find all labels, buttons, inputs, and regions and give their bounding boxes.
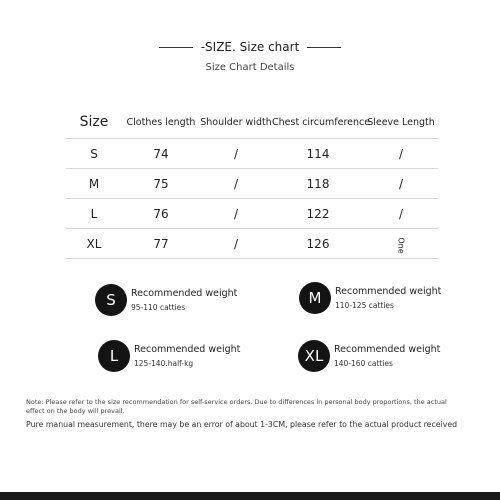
size-badge: S <box>95 284 127 316</box>
recommendation-weight: 95-110 catties <box>131 303 186 312</box>
cell-size: S <box>66 139 122 169</box>
recommendation-s <box>95 284 237 316</box>
recommendation-weight: 125-140.half-kg <box>134 359 194 368</box>
size-badge: M <box>299 282 331 314</box>
cell-chest: 126 <box>272 229 364 259</box>
cell-chest: 122 <box>272 199 364 229</box>
table-row <box>66 169 438 199</box>
recommendation-l <box>98 340 240 372</box>
title-divider-left <box>159 47 193 48</box>
table-row <box>66 139 438 169</box>
size-badge: L <box>98 340 130 372</box>
recommendation-text <box>335 286 441 310</box>
table-row <box>66 229 438 259</box>
header-chest-circumference: Chest circumference <box>272 106 364 139</box>
recommendation-label: Recommended weight <box>334 344 441 355</box>
recommendation-label: Recommended weight <box>134 344 241 355</box>
table-row <box>66 199 438 229</box>
rotated-sleeve-value: One <box>396 236 406 254</box>
cell-sleeve-length: / <box>364 169 438 199</box>
cell-sleeve-length <box>364 229 438 259</box>
size-note: Note: Please refer to the size recommendation for self-service orders. Due to differences in personal body proportions, the actual effect on the body will prevail. <box>26 398 447 415</box>
chart-header <box>0 40 500 73</box>
table-header-row <box>66 106 438 139</box>
cell-size: XL <box>66 229 122 259</box>
cell-chest: 118 <box>272 169 364 199</box>
title-row <box>0 40 500 54</box>
page-title: -SIZE. Size chart <box>200 40 300 54</box>
cell-clothes-length: 74 <box>122 139 200 169</box>
recommendation-weight: 140-160 catties <box>334 359 393 368</box>
cell-clothes-length: 77 <box>122 229 200 259</box>
cell-shoulder-width: / <box>200 169 272 199</box>
cell-shoulder-width: / <box>200 229 272 259</box>
cell-chest: 114 <box>272 139 364 169</box>
recommendation-text <box>131 288 237 312</box>
header-shoulder-width: Shoulder width <box>200 106 272 139</box>
recommendation-text <box>134 344 240 368</box>
cell-sleeve-length: / <box>364 139 438 169</box>
header-size: Size <box>66 106 122 139</box>
recommendation-label: Recommended weight <box>335 286 442 297</box>
recommendation-text <box>334 344 440 368</box>
header-sleeve-length: Sleeve Length <box>364 106 438 139</box>
recommendation-m <box>299 282 441 314</box>
size-badge: XL <box>298 340 330 372</box>
cell-clothes-length: 75 <box>122 169 200 199</box>
measurement-note: Pure manual measurement, there may be an error of about 1-3CM, please refer to the actual product received <box>26 420 458 429</box>
recommendation-label: Recommended weight <box>131 288 238 299</box>
size-table <box>66 106 438 259</box>
cell-size: L <box>66 199 122 229</box>
bottom-strip <box>0 492 500 500</box>
cell-size: M <box>66 169 122 199</box>
header-clothes-length: Clothes length <box>122 106 200 139</box>
cell-sleeve-length: / <box>364 199 438 229</box>
cell-shoulder-width: / <box>200 139 272 169</box>
page-subtitle: Size Chart Details <box>205 62 295 73</box>
cell-clothes-length: 76 <box>122 199 200 229</box>
recommendation-xl <box>298 340 440 372</box>
recommendation-weight: 110-125 catties <box>335 301 394 310</box>
cell-shoulder-width: / <box>200 199 272 229</box>
title-divider-right <box>307 47 341 48</box>
